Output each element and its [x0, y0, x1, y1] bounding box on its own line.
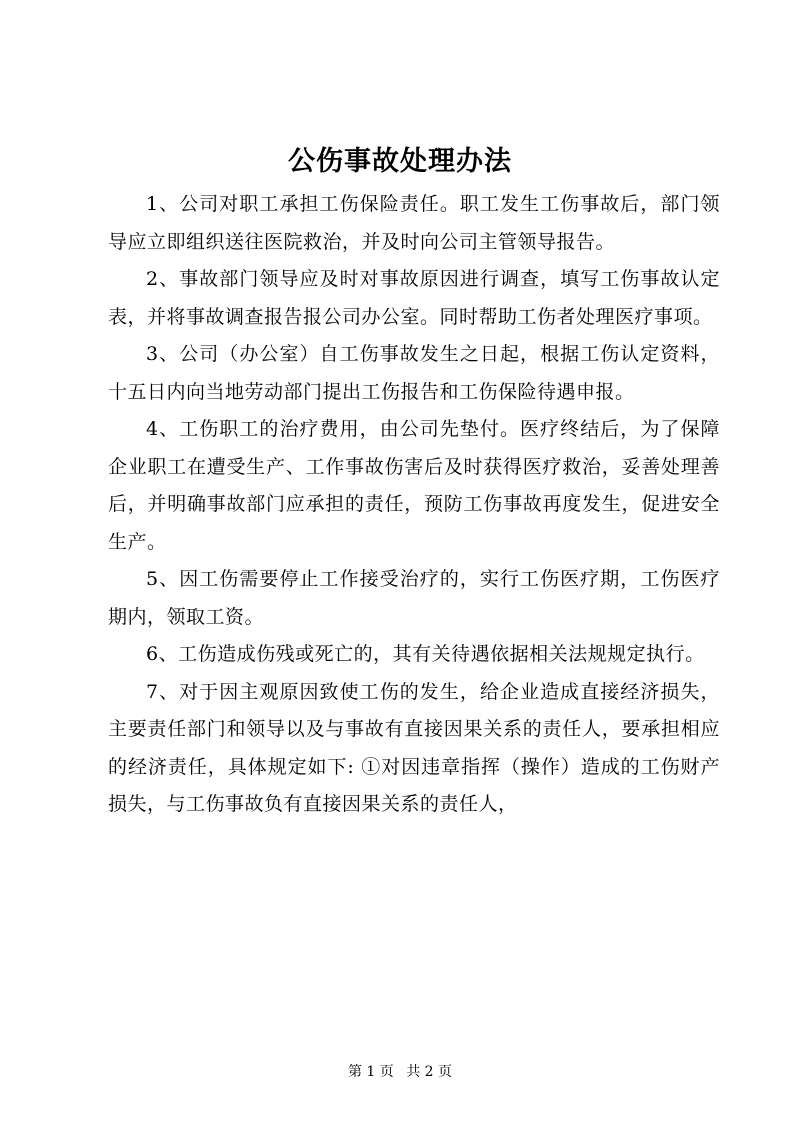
- document-body: [108, 186, 720, 824]
- page-number: 第 1 页: [347, 1064, 394, 1080]
- page-footer: [0, 1062, 800, 1082]
- paragraph-7: 7、对于因主观原因致使工伤的发生，给企业造成直接经济损失，主要责任部门和领导以及与事故有直接因果关系的责任人，要承担相应的经济责任，具体规定如下: ①对因违章指挥（操作）造成的工伤财产损失，与工伤事故负有直接因果关系的责任人，: [108, 680, 720, 815]
- page-total: 共 2 页: [406, 1064, 453, 1080]
- paragraph-2: 2、事故部门领导应及时对事故原因进行调查，填写工伤事故认定表，并将事故调查报告报公司办公室。同时帮助工伤者处理医疗事项。: [108, 268, 720, 328]
- paragraph-4: 4、工伤职工的治疗费用，由公司先垫付。医疗终结后，为了保障企业职工在遭受生产、工作事故伤害后及时获得医疗救治，妥善处理善后，并明确事故部门应承担的责任，预防工伤事故再度发生，促进安全生产。: [108, 418, 720, 553]
- paragraph-3: 3、公司（办公室）自工伤事故发生之日起，根据工伤认定资料，十五日内向当地劳动部门提出工伤报告和工伤保险待遇申报。: [108, 343, 720, 403]
- paragraph-1: 1、公司对职工承担工伤保险责任。职工发生工伤事故后，部门领导应立即组织送往医院救治，并及时向公司主管领导报告。: [108, 193, 720, 253]
- document-title: 公伤事故处理办法: [288, 146, 512, 177]
- paragraph-6: 6、工伤造成伤残或死亡的，其有关待遇依据相关法规规定执行。: [146, 643, 705, 665]
- paragraph-5: 5、因工伤需要停止工作接受治疗的，实行工伤医疗期，工伤医疗期内，领取工资。: [108, 568, 720, 628]
